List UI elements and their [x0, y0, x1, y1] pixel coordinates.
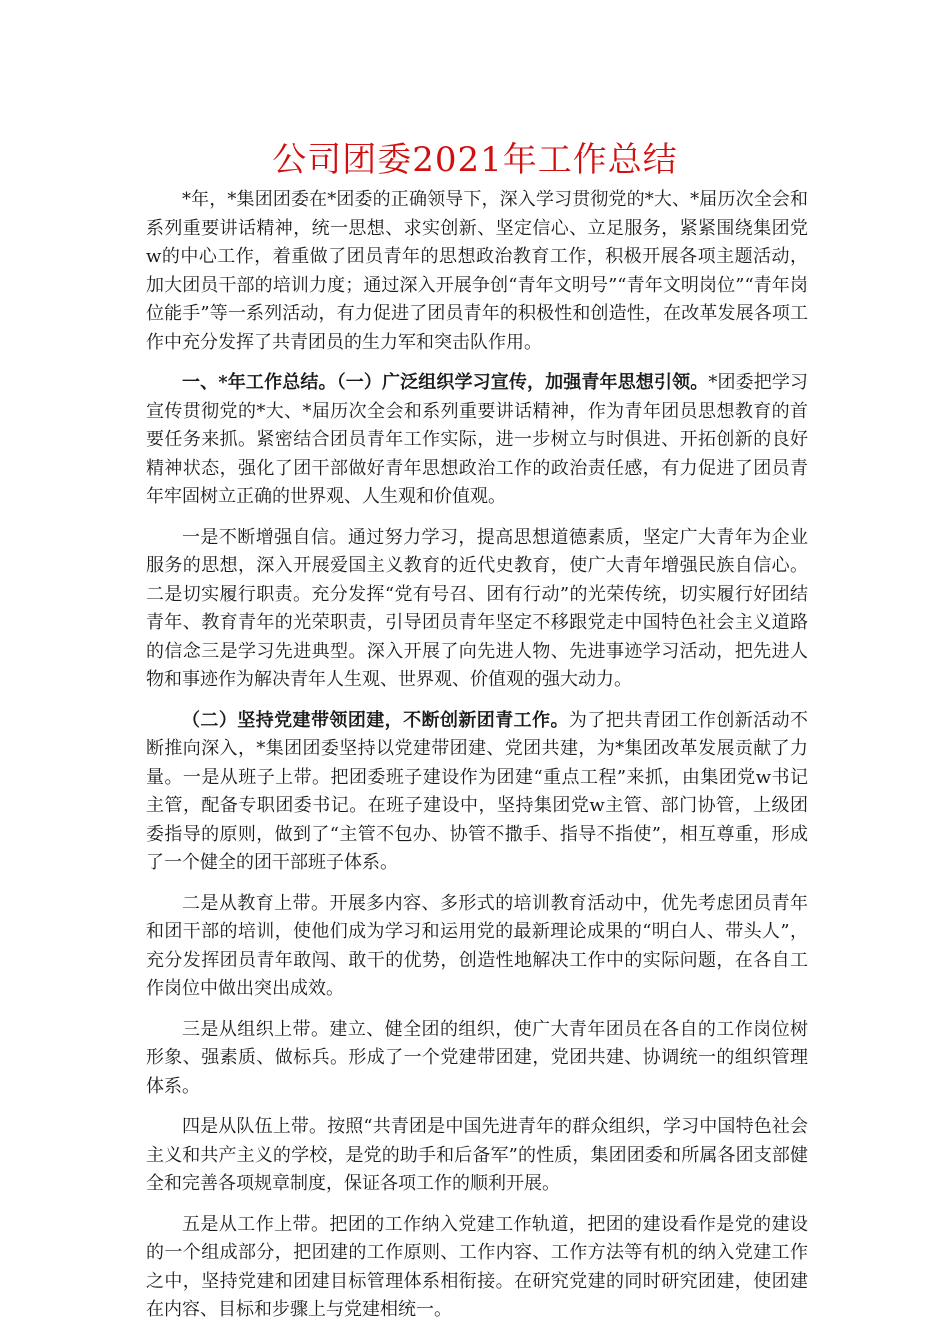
paragraph-text: 五是从工作上带。把团的工作纳入党建工作轨道，把团的建设看作是党的建设的一个组成部分，把团建的工作原则、工作内容、工作方法等有机的纳入党建工作之中，坚持党建和团建目标管理体系相衔接。在研究党建的同时研究团建，使团建在内容、目标和步骤上与党建相统一。 [146, 1213, 808, 1320]
paragraph-text: 为了把共青团工作创新活动不断推向深入，*集团团委坚持以党建带团建、党团共建，为*集团改革发展贡献了力量。一是从班子上带。把团委班子建设作为团建“重点工程”来抓，由集团党w书记主管，配备专职团委书记。在班子建设中，坚持集团党w主管、部门协管，上级团委指导的原则，做到了“主管不包办、协管不撒手、指导不指使”，相互尊重，形成了一个健全的团干部班子体系。 [146, 709, 809, 873]
paragraph-education [146, 890, 808, 1004]
paragraph-text: *团委把学习宣传贯彻党的*大、*届历次全会和系列重要讲话精神，作为青年团员思想教育的首要任务来抓。紧密结合团员青年工作实际，进一步树立与时俱进、开拓创新的良好精神状态，强化了团干部做好青年思想政治工作的政治责任感，有力促进了团员青年牢固树立正确的世界观、人生观和价值观。 [146, 372, 808, 507]
paragraph-team [146, 1113, 808, 1199]
paragraph-organization [146, 1016, 808, 1102]
paragraph-text: 一是不断增强自信。通过努力学习，提高思想道德素质，坚定广大青年为企业服务的思想，深入开展爱国主义教育的近代史教育，使广大青年增强民族自信心。二是切实履行职责。充分发挥“党有号召、团有行动”的光荣传统，切实履行好团结青年、教育青年的光荣职责，引导团员青年坚定不移跟党走中国特色社会主义道路的信念三是学习先进典型。深入开展了向先进人物、先进事迹学习活动，把先进人物和事迹作为解决青年人生观、世界观、价值观的强大动力。 [146, 526, 808, 690]
paragraph-text: *年，*集团团委在*团委的正确领导下，深入学习贯彻党的*大、*届历次全会和系列重要讲话精神，统一思想、求实创新、坚定信心、立足服务，紧紧围绕集团党w的中心工作，着重做了团员青年的思想政治教育工作，积极开展各项主题活动，加大团员干部的培训力度；通过深入开展争创“青年文明号”“青年文明岗位”“青年岗位能手”等一系列活动，有力促进了团员青年的积极性和创造性，在改革发展各项工作中充分发挥了共青团员的生力军和突击队作用。 [146, 189, 808, 353]
paragraph-text: 三是从组织上带。建立、健全团的组织，使广大青年团员在各自的工作岗位树形象、强素质、做标兵。形成了一个党建带团建，党团共建、协调统一的组织管理体系。 [146, 1018, 808, 1097]
document-body [146, 186, 808, 1337]
paragraph-text: 二是从教育上带。开展多内容、多形式的培训教育活动中，优先考虑团员青年和团干部的培训，使他们成为学习和运用党的最新理论成果的“明白人、带头人”，充分发挥团员青年敢闯、敢干的优势，创造性地解决工作中的实际问题，在各自工作岗位中做出突出成效。 [146, 892, 808, 999]
section-heading: 一、*年工作总结。（一）广泛组织学习宣传，加强青年思想引领。 [182, 372, 709, 393]
section-heading: （二）坚持党建带领团建，不断创新团青工作。 [182, 709, 569, 731]
paragraph-work [146, 1211, 808, 1325]
document-title: 公司团委2021年工作总结 [272, 140, 678, 180]
paragraph-intro [146, 186, 808, 357]
paragraph-section-2 [146, 707, 808, 878]
paragraph-confidence [146, 524, 808, 695]
paragraph-text: 四是从队伍上带。按照“共青团是中国先进青年的群众组织，学习中国特色社会主义和共产主义的学校，是党的助手和后备军”的性质，集团团委和所属各团支部健全和完善各项规章制度，保证各项工作的顺利开展。 [146, 1116, 808, 1194]
paragraph-section-1 [146, 369, 808, 512]
